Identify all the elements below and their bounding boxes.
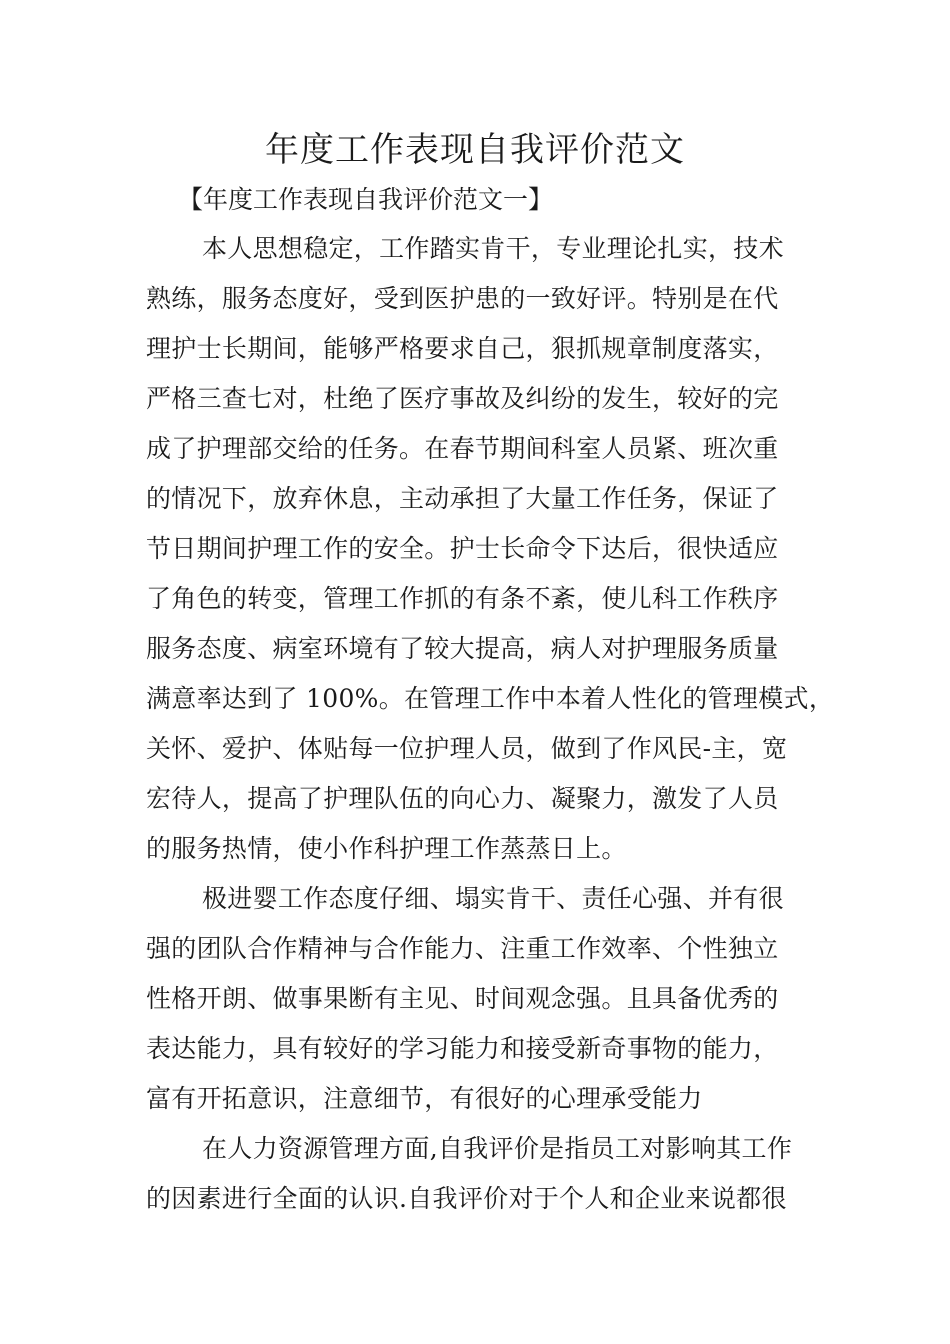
text-line: 的情况下，放弃休息，主动承担了大量工作任务，保证了 — [146, 484, 779, 513]
text-line: 宏待人，提高了护理队伍的向心力、凝聚力，激发了人员 — [146, 784, 779, 813]
text-line: 节日期间护理工作的安全。护士长命令下达后，很快适应 — [146, 534, 779, 563]
text-line: 满意率达到了 100%。在管理工作中本着人性化的管理模式， — [146, 684, 835, 713]
text-line: 强的团队合作精神与合作能力、注重工作效率、个性独立 — [146, 934, 779, 963]
text-line: 在人力资源管理方面,自我评价是指员工对影响其工作 — [202, 1134, 793, 1163]
section-heading: 【年度工作表现自我评价范文一】 — [178, 185, 554, 214]
text-line: 成了护理部交给的任务。在春节期间科室人员紧、班次重 — [146, 434, 779, 463]
paragraph-2 — [146, 874, 826, 1124]
text-line: 熟练，服务态度好，受到医护患的一致好评。特别是在代 — [146, 284, 779, 313]
text-line: 了角色的转变，管理工作抓的有条不紊，使儿科工作秩序 — [146, 584, 779, 613]
document-body — [146, 224, 835, 1224]
text-line: 理护士长期间，能够严格要求自己，狠抓规章制度落实， — [146, 334, 779, 363]
text-line: 表达能力，具有较好的学习能力和接受新奇事物的能力， — [146, 1034, 779, 1063]
text-line: 极进婴工作态度仔细、塌实肯干、责任心强、并有很 — [202, 884, 784, 913]
paragraph-1 — [146, 224, 835, 874]
text-line: 的服务热情，使小作科护理工作蒸蒸日上。 — [146, 834, 627, 863]
text-line: 严格三查七对，杜绝了医疗事故及纠纷的发生，较好的完 — [146, 384, 779, 413]
text-line: 的因素进行全面的认识.自我评价对于个人和企业来说都很 — [146, 1184, 787, 1213]
text-line: 关怀、爱护、体贴每一位护理人员，做到了作风民-主，宽 — [146, 734, 788, 763]
text-line: 性格开朗、做事果断有主见、时间观念强。且具备优秀的 — [146, 984, 779, 1013]
text-line: 服务态度、病室环境有了较大提高，病人对护理服务质量 — [146, 634, 779, 663]
document-title: 年度工作表现自我评价范文 — [265, 130, 685, 170]
text-line: 本人思想稳定，工作踏实肯干，专业理论扎实，技术 — [202, 234, 784, 263]
paragraph-3 — [146, 1124, 826, 1224]
text-line: 富有开拓意识，注意细节，有很好的心理承受能力 — [146, 1084, 703, 1113]
